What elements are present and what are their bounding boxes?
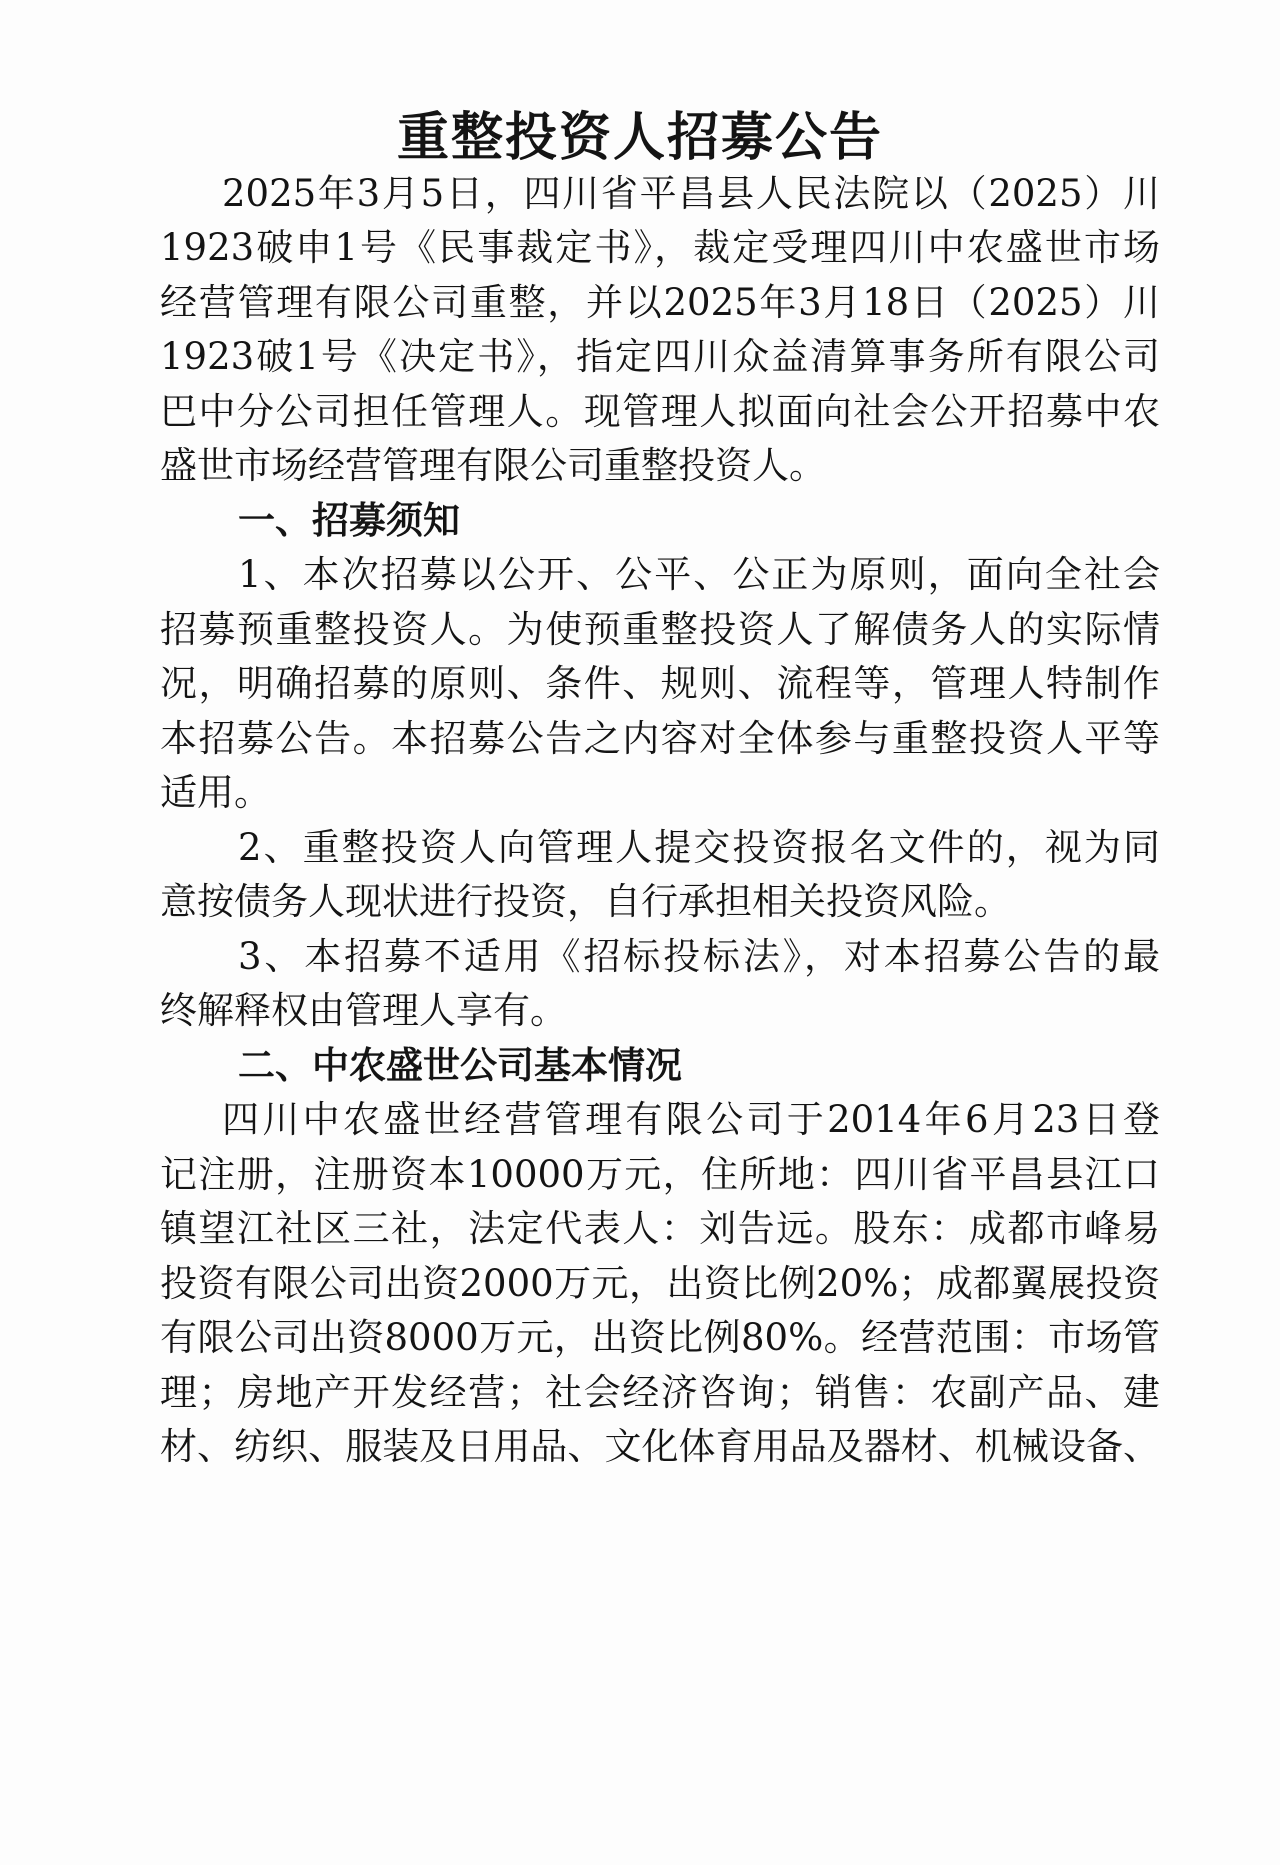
paragraph-line: 本招募公告。本招募公告之内容对全体参与重整投资人平等 xyxy=(160,717,1160,760)
paragraph-line: 有限公司出资8000万元，出资比例80%。经营范围：市场管 xyxy=(160,1316,1160,1359)
section-heading-1: 一、招募须知 xyxy=(238,499,460,542)
paragraph-line: 四川中农盛世经营管理有限公司于2014年6月23日登 xyxy=(222,1098,1160,1141)
paragraph-line: 况，明确招募的原则、条件、规则、流程等，管理人特制作 xyxy=(160,662,1160,705)
paragraph-line: 招募预重整投资人。为使预重整投资人了解债务人的实际情 xyxy=(160,608,1160,651)
paragraph-line: 1923破1号《决定书》，指定四川众益清算事务所有限公司 xyxy=(160,335,1160,378)
paragraph-line: 终解释权由管理人享有。 xyxy=(160,989,567,1032)
paragraph-line: 意按债务人现状进行投资，自行承担相关投资风险。 xyxy=(160,880,1011,923)
paragraph-line: 2、重整投资人向管理人提交投资报名文件的，视为同 xyxy=(238,826,1160,869)
paragraph-line: 巴中分公司担任管理人。现管理人拟面向社会公开招募中农 xyxy=(160,390,1160,433)
paragraph-line: 盛世市场经营管理有限公司重整投资人。 xyxy=(160,444,826,487)
paragraph-line: 2025年3月5日，四川省平昌县人民法院以（2025）川 xyxy=(222,172,1160,215)
paragraph-line: 材、纺织、服装及日用品、文化体育用品及器材、机械设备、 xyxy=(160,1425,1160,1468)
document-title: 重整投资人招募公告 xyxy=(396,108,883,168)
paragraph-line: 经营管理有限公司重整，并以2025年3月18日（2025）川 xyxy=(160,281,1160,324)
paragraph-line: 理；房地产开发经营；社会经济咨询；销售：农副产品、建 xyxy=(160,1371,1160,1414)
section-heading-2: 二、中农盛世公司基本情况 xyxy=(238,1044,682,1087)
paragraph-line: 1、本次招募以公开、公平、公正为原则，面向全社会 xyxy=(238,553,1160,596)
paragraph-line: 适用。 xyxy=(160,771,271,814)
paragraph-line: 投资有限公司出资2000万元，出资比例20%；成都翼展投资 xyxy=(160,1262,1160,1305)
paragraph-line: 镇望江社区三社，法定代表人：刘告远。股东：成都市峰易 xyxy=(160,1207,1160,1250)
paragraph-line: 3、本招募不适用《招标投标法》，对本招募公告的最 xyxy=(238,935,1160,978)
paragraph-line: 记注册，注册资本10000万元，住所地：四川省平昌县江口 xyxy=(160,1153,1160,1196)
paragraph-line: 1923破申1号《民事裁定书》，裁定受理四川中农盛世市场 xyxy=(160,226,1160,269)
